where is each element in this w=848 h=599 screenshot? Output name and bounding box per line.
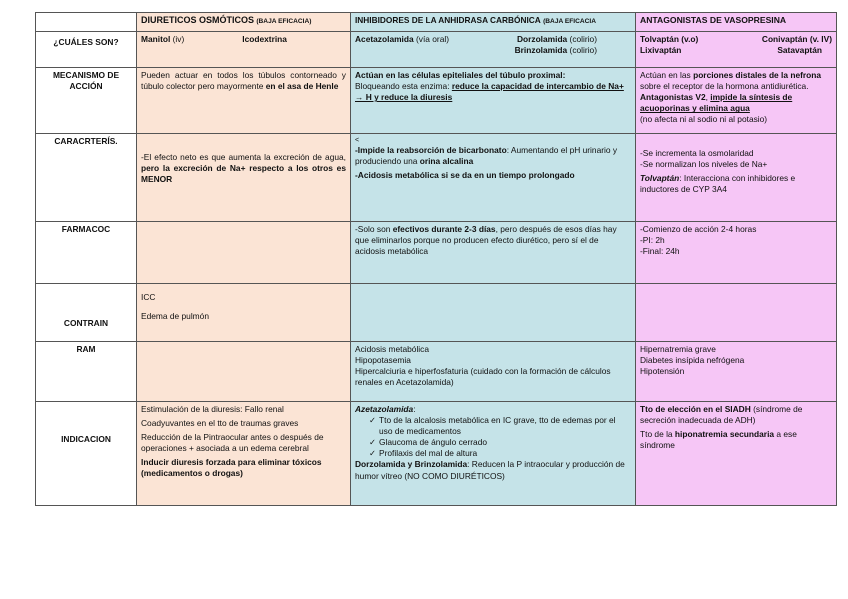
anh-ind-list xyxy=(355,415,631,459)
anh-ind-t3: : Reducen la P intraocular y producción de humor vítreo (NO COMO DIURÉTICOS) xyxy=(355,459,625,481)
ant-caract-t1: -Se incrementa la osmolaridad xyxy=(640,148,754,158)
cell-anh-farmacoc xyxy=(351,222,636,284)
ant-farmacoc-t2: -PI: 2h xyxy=(640,235,665,246)
header-anhydrase-note: (BAJA EFICACIA xyxy=(543,18,596,25)
cell-anh-contrain xyxy=(351,284,636,342)
cell-anh-mecanismo xyxy=(351,68,636,134)
anh-ram-t3: Hipercalciuria e hiperfosfaturia (cuidado con la formación de cálculos renales en Acetazolamida) xyxy=(355,366,611,388)
osm-caract-t2: pero la excreción de Na+ respecto a los otros es MENOR xyxy=(141,162,346,185)
diuretics-table xyxy=(35,12,837,506)
cell-anh-ram xyxy=(351,342,636,402)
anh-ram-t2: Hipopotasemia xyxy=(355,355,411,366)
cell-ant-mecanismo xyxy=(636,68,837,134)
row-farmacoc xyxy=(36,222,837,284)
anh-ind-t2: Dorzolamida y Brinzolamida xyxy=(355,459,468,470)
ant-caract-t4: : Interacciona con inhibidores e inductores de CYP 3A4 xyxy=(640,173,796,195)
anh-ind-title: Azetazolamida xyxy=(355,404,414,414)
osm-ind-t1: Estimulación de la diuresis: Fallo renal xyxy=(141,404,284,414)
row-label-contrain: CONTRAIN xyxy=(36,284,137,342)
drug-lixivaptan: Lixivaptán xyxy=(640,45,682,56)
cell-osm-farmacoc xyxy=(137,222,351,284)
cell-ant-ram xyxy=(636,342,837,402)
cell-ant-contrain xyxy=(636,284,837,342)
drug-conivaptan: Conivaptán (v. IV) xyxy=(761,34,832,44)
anh-farmacoc-t1: -Solo son xyxy=(355,224,393,234)
header-anhydrase xyxy=(351,13,636,32)
row-label-cuales: ¿CUÁLES SON? xyxy=(36,32,137,68)
row-ram xyxy=(36,342,837,402)
anh-ram-t1: Acidosis metabólica xyxy=(355,344,430,354)
corner-cell xyxy=(36,13,137,32)
ant-ram-t1: Hipernatremia grave xyxy=(640,344,716,354)
drug-dorzolamida-route: (colirio) xyxy=(567,34,597,44)
header-osmotic-title: DIURETICOS OSMÓTICOS xyxy=(141,15,255,25)
ant-ind-t2: (síndrome de secreción inadecuada de ADH) xyxy=(640,404,803,426)
osm-caract-t1: -El efecto neto es que aumenta la excreción de agua, xyxy=(141,151,346,162)
cell-ant-indicacion xyxy=(636,402,837,506)
ant-ind-t5: a ese síndrome xyxy=(640,429,797,451)
row-label-caract: CARACRTERÍS. xyxy=(36,134,137,222)
osm-mecanismo-text: Pueden actuar en todos los túbulos contorneado y túbulo colector pero mayormente xyxy=(141,70,346,92)
anh-caract-mark: < xyxy=(355,137,360,144)
header-row xyxy=(36,13,837,32)
row-caract xyxy=(36,134,837,222)
drug-dorzolamida: Dorzolamida xyxy=(516,34,568,44)
anh-farmacoc-t3: , pero después de esos días hay que eliminarlos porque no producen efecto diurético, pero sí el de acidosis metabólica xyxy=(355,224,617,257)
ant-farmacoc-t3: -Final: 24h xyxy=(640,246,680,257)
header-osmotic-note: (BAJA EFICACIA) xyxy=(256,18,312,25)
drug-tolvaptan: Tolvaptán (v.o) xyxy=(640,34,699,44)
anh-mecanismo-line2: Bloqueando esta enzima: xyxy=(355,81,452,92)
cell-osm-cuales xyxy=(137,32,351,68)
ant-mecanismo-t6: impide la síntesis de acuoporinas y elimina agua xyxy=(640,92,793,114)
ant-mecanismo-t1: Actúan en las xyxy=(640,70,694,80)
cell-osm-ram xyxy=(137,342,351,402)
header-vasopressin-title: ANTAGONISTAS DE VASOPRESINA xyxy=(640,15,787,25)
row-label-farmacoc: FARMACOC xyxy=(36,222,137,284)
osm-ind-t3: Reducción de la Pintraocular antes o después de operaciones + asociada a un edema cerebral xyxy=(141,432,324,454)
cell-anh-cuales xyxy=(351,32,636,68)
ant-mecanismo-t5: , xyxy=(705,92,711,103)
drug-brinzolamida-route: (colirio) xyxy=(567,45,597,56)
drug-brinzolamida: Brinzolamida xyxy=(514,45,568,56)
anh-caract-t3: orina alcalina xyxy=(419,156,474,167)
anh-caract-t2: : Aumentando el pH urinario y produciendo una xyxy=(355,145,618,167)
cell-ant-cuales xyxy=(636,32,837,68)
osm-contrain-t1: ICC xyxy=(141,292,156,302)
cell-osm-indicacion xyxy=(137,402,351,506)
header-osmotic xyxy=(137,13,351,32)
ant-mecanismo-t3: sobre el receptor de la hormona antidiurética. xyxy=(640,81,809,92)
cell-ant-farmacoc xyxy=(636,222,837,284)
header-anhydrase-title: INHIBIDORES DE LA ANHIDRASA CARBÓNICA xyxy=(355,15,541,25)
cell-osm-contrain xyxy=(137,284,351,342)
list-item: ✓ Profilaxis del mal de altura xyxy=(369,448,631,459)
drug-acetazolamida-route: (vía oral) xyxy=(413,34,450,44)
cell-anh-caract xyxy=(351,134,636,222)
anh-mecanismo-line1: Actúan en las células epiteliales del túbulo proximal: xyxy=(355,70,566,80)
row-label-indicacion: INDICACION xyxy=(36,402,137,506)
anh-ind-title-colon: : xyxy=(413,404,416,414)
list-item: ✓ Tto de la alcalosis metabólica en IC grave, tto de edemas por el uso de medicamentos xyxy=(369,415,631,437)
ant-farmacoc-t1: -Comienzo de acción 2-4 horas xyxy=(640,224,757,234)
row-contrain xyxy=(36,284,837,342)
osm-ind-t2: Coadyuvantes en el tto de traumas graves xyxy=(141,418,299,429)
ant-mecanismo-t4: Antagonistas V2 xyxy=(640,92,706,103)
anh-caract-t4: -Acidosis metabólica si se da en un tiempo prolongado xyxy=(355,170,575,181)
ant-ind-t1: Tto de elección en el SIADH xyxy=(640,404,751,414)
ant-ind-t3: Tto de la xyxy=(640,429,675,440)
cell-ant-caract xyxy=(636,134,837,222)
ant-mecanismo-t7: (no afecta ni al sodio ni al potasio) xyxy=(640,114,768,125)
osm-contrain-t2: Edema de pulmón xyxy=(141,311,209,322)
ant-ram-t2: Diabetes insípida nefrógena xyxy=(640,355,745,366)
row-mecanismo xyxy=(36,68,837,134)
list-item: ✓ Glaucoma de ángulo cerrado xyxy=(369,437,631,448)
drug-satavaptan: Satavaptán xyxy=(777,45,822,56)
header-vasopressin xyxy=(636,13,837,32)
drug-acetazolamida: Acetazolamida xyxy=(355,34,414,44)
ant-mecanismo-t2: porciones distales de la nefrona xyxy=(693,70,822,80)
anh-farmacoc-t2: efectivos durante 2-3 días xyxy=(392,224,496,234)
anh-mecanismo-effect: reduce la capacidad de intercambio de Na+ → H y reduce la diuresis xyxy=(355,81,624,103)
row-label-mecanismo: MECANISMO DE ACCIÓN xyxy=(36,68,137,134)
ant-caract-t2: -Se normalizan los niveles de Na+ xyxy=(640,159,768,170)
ant-ind-t4: hiponatremia secundaria xyxy=(674,429,775,440)
cell-osm-caract xyxy=(137,134,351,222)
row-cuales xyxy=(36,32,837,68)
osm-ind-t4: Inducir diuresis forzada para eliminar tóxicos (medicamentos o drogas) xyxy=(141,457,322,479)
ant-caract-t3: Tolvaptán xyxy=(640,173,680,184)
drug-manitol: Manitol xyxy=(141,34,171,44)
osm-mecanismo-henle: en el asa de Henle xyxy=(265,81,339,92)
anh-caract-t1: -Impide la reabsorción de bicarbonato xyxy=(355,145,507,156)
ant-ram-t3: Hipotensión xyxy=(640,366,685,377)
cell-anh-indicacion xyxy=(351,402,636,506)
row-indicacion xyxy=(36,402,837,506)
cell-osm-mecanismo xyxy=(137,68,351,134)
drug-icodextrina: Icodextrina xyxy=(242,34,287,44)
drug-manitol-route: (iv) xyxy=(170,34,185,44)
row-label-ram: RAM xyxy=(36,342,137,402)
